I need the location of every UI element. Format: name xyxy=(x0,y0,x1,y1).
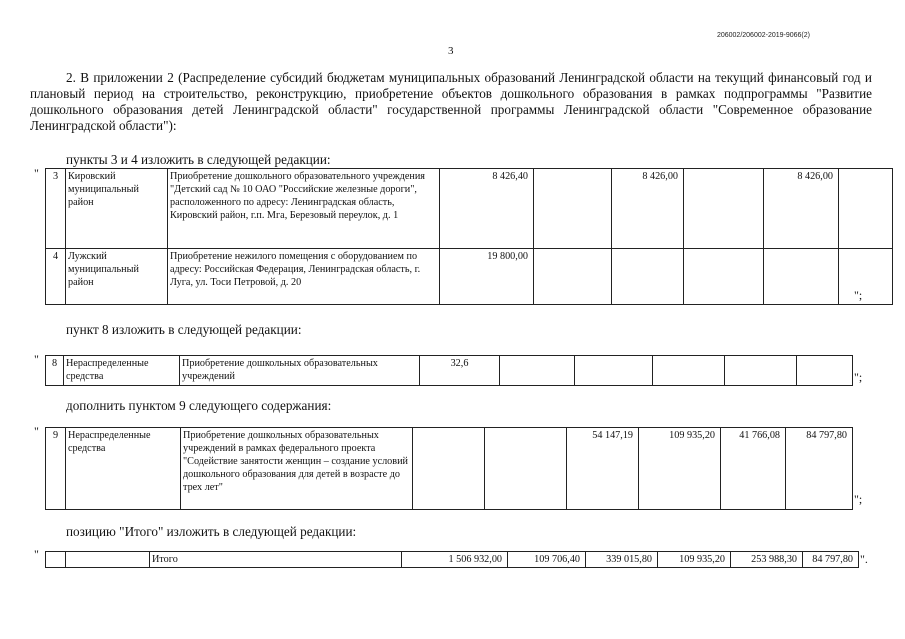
section4-close-quote: ". xyxy=(860,552,868,566)
value-cell xyxy=(839,249,893,305)
page-number: 3 xyxy=(448,45,454,57)
section1-lead: пункты 3 и 4 изложить в следующей редакции: xyxy=(66,152,331,167)
empty-cell xyxy=(46,552,66,568)
section3-open-quote: " xyxy=(34,424,39,438)
value-cell: 1 506 932,00 xyxy=(402,552,508,568)
document-id: 206002/206002-2019-9066(2) xyxy=(716,32,810,39)
total-label: Итого xyxy=(150,552,402,568)
section3-table xyxy=(45,427,853,510)
recipient-name: Нераспределенные средства xyxy=(66,428,181,510)
intro-paragraph xyxy=(30,70,872,134)
section3-close-quote: "; xyxy=(854,492,863,506)
section2-table xyxy=(45,355,853,386)
value-cell: 54 147,19 xyxy=(567,428,639,510)
object-description: Приобретение дошкольного образовательного учреждения "Детский сад № 10 ОАО "Российские железные дороги", расположенного по адресу: Ленинградская область, Кировский район, г.п. Мга, Березовый переулок, д. 1 xyxy=(168,169,440,249)
section2-close-quote: "; xyxy=(854,370,863,384)
object-description: Приобретение дошкольных образовательных учреждений в рамках федерального проекта "Содействие занятости женщин – создание условий дошкольного образования для детей в возрасте до трех лет" xyxy=(181,428,413,510)
value-cell xyxy=(534,169,612,249)
recipient-name: Нераспределенные средства xyxy=(64,356,180,386)
section4-open-quote: " xyxy=(34,547,39,561)
row-number: 3 xyxy=(46,169,66,249)
row-number: 8 xyxy=(46,356,64,386)
value-cell: 84 797,80 xyxy=(803,552,859,568)
value-cell xyxy=(797,356,853,386)
value-cell xyxy=(534,249,612,305)
section3-lead: дополнить пунктом 9 следующего содержания: xyxy=(66,398,332,413)
value-cell: 8 426,00 xyxy=(764,169,839,249)
table-row xyxy=(46,169,893,249)
value-cell: 339 015,80 xyxy=(586,552,658,568)
value-cell: 41 766,08 xyxy=(721,428,786,510)
section2-open-quote: " xyxy=(34,352,39,366)
section1-open-quote: " xyxy=(34,166,39,180)
table-row xyxy=(46,356,853,386)
value-cell: 109 706,40 xyxy=(508,552,586,568)
table-row xyxy=(46,552,859,568)
value-cell xyxy=(684,169,764,249)
recipient-name: Кировский муниципальный район xyxy=(66,169,168,249)
table-row xyxy=(46,249,893,305)
section1-close-quote: "; xyxy=(854,288,863,302)
table-row xyxy=(46,428,853,510)
object-description: Приобретение дошкольных образовательных учреждений xyxy=(180,356,420,386)
section4-lead: позицию "Итого" изложить в следующей редакции: xyxy=(66,524,357,539)
value-cell xyxy=(500,356,575,386)
section2-lead: пункт 8 изложить в следующей редакции: xyxy=(66,322,302,337)
value-cell xyxy=(725,356,797,386)
value-cell: 32,6 xyxy=(420,356,500,386)
value-cell: 8 426,00 xyxy=(612,169,684,249)
value-cell xyxy=(612,249,684,305)
value-cell xyxy=(764,249,839,305)
recipient-name: Лужский муниципальный район xyxy=(66,249,168,305)
value-cell: 84 797,80 xyxy=(786,428,853,510)
section1-table xyxy=(45,168,893,305)
value-cell: 8 426,40 xyxy=(440,169,534,249)
value-cell xyxy=(575,356,653,386)
value-cell xyxy=(485,428,567,510)
intro-text: 2. В приложении 2 (Распределение субсидий бюджетам муниципальных образований Ленинградской области на текущий финансовый год и плановый период на строительство, реконструкцию, приобретение объектов дошкольного образования в рамках подпрограммы "Развитие дошкольного образования детей Ленинградской области" государственной программы Ленинградской области "Современное образование Ленинградской области"): xyxy=(30,70,872,133)
empty-cell xyxy=(66,552,150,568)
row-number: 9 xyxy=(46,428,66,510)
value-cell: 19 800,00 xyxy=(440,249,534,305)
value-cell: 109 935,20 xyxy=(658,552,731,568)
value-cell xyxy=(839,169,893,249)
section4-table xyxy=(45,551,859,568)
object-description: Приобретение нежилого помещения с оборудованием по адресу: Российская Федерация, Ленинградская область, г. Луга, ул. Тоси Петровой, д. 20 xyxy=(168,249,440,305)
row-number: 4 xyxy=(46,249,66,305)
value-cell xyxy=(413,428,485,510)
value-cell xyxy=(653,356,725,386)
value-cell: 109 935,20 xyxy=(639,428,721,510)
value-cell: 253 988,30 xyxy=(731,552,803,568)
value-cell xyxy=(684,249,764,305)
